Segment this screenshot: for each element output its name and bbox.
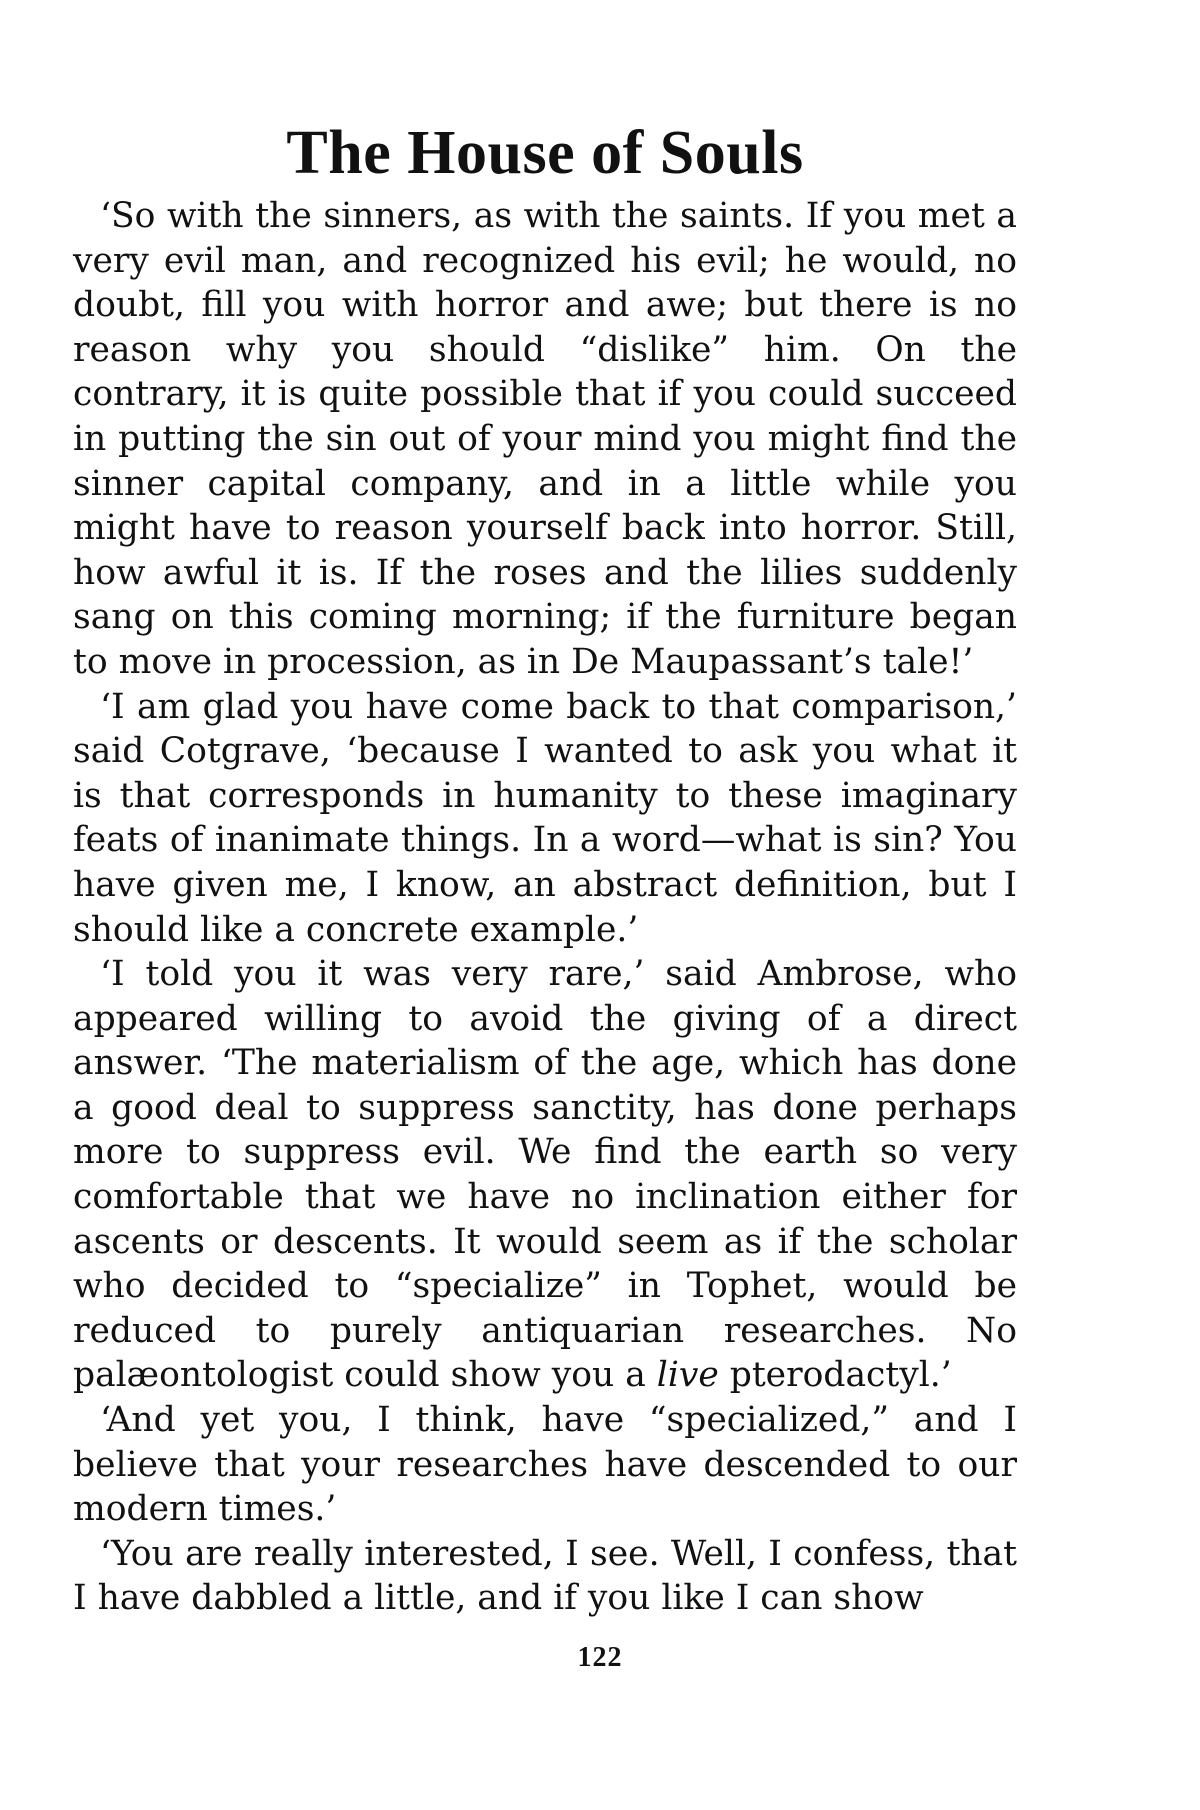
paragraph-cotgrave-question: ‘I am glad you have come back to that comparison,’ said Cotgrave, ‘because I wanted to ask you what it is that corresponds in humanity to these imaginary feats of inanimate things. In a word—what is sin? You have given me, I know, an abstract definition, but I should like a concrete example.’ (73, 686, 1017, 950)
book-page (73, 118, 1017, 1621)
paragraph-ambrose-answer (73, 952, 1017, 1398)
paragraph-dabbled: ‘You are really interested, I see. Well, I confess, that I have dabbled a little, and if you like I can show (73, 1533, 1017, 1619)
page-number: 122 (577, 1642, 623, 1673)
paragraph-ambrose-answer-text: ‘I told you it was very rare,’ said Ambrose, who appeared willing to avoid the giving of a direct answer. ‘The materialism of the age, which has done a good deal to suppress sanctity, has done perhaps more to suppress evil. We find the earth so very comfortable that we have no inclination either for ascents or descents. It would seem as if the scholar who decided to “specialize” in Tophet, would be reduced to purely antiquarian researches. No palæontologist could show you a (73, 954, 1017, 1396)
paragraph-specialized: ‘And yet you, I think, have “specialized,” and I believe that your researches have descended to our modern times.’ (73, 1400, 1017, 1530)
paragraph-ambrose-answer-end: pterodactyl.’ (718, 1355, 952, 1396)
paragraph-sinners: ‘So with the sinners, as with the saints. If you met a very evil man, and recognized his evil; he would, no doubt, fill you with horror and awe; but there is no reason why you should “dislike” him. On the contrary, it is quite possible that if you could succeed in putting the sin out of your mind you might find the sinner capital company, and in a little while you might have to reason yourself back into horror. Still, how awful it is. If the roses and the lilies suddenly sang on this coming morning; if the furniture began to move in procession, as in De Maupassant’s tale!’ (73, 196, 1017, 682)
running-head: The House of Souls (286, 119, 804, 187)
italic-word-live: live (656, 1355, 719, 1396)
